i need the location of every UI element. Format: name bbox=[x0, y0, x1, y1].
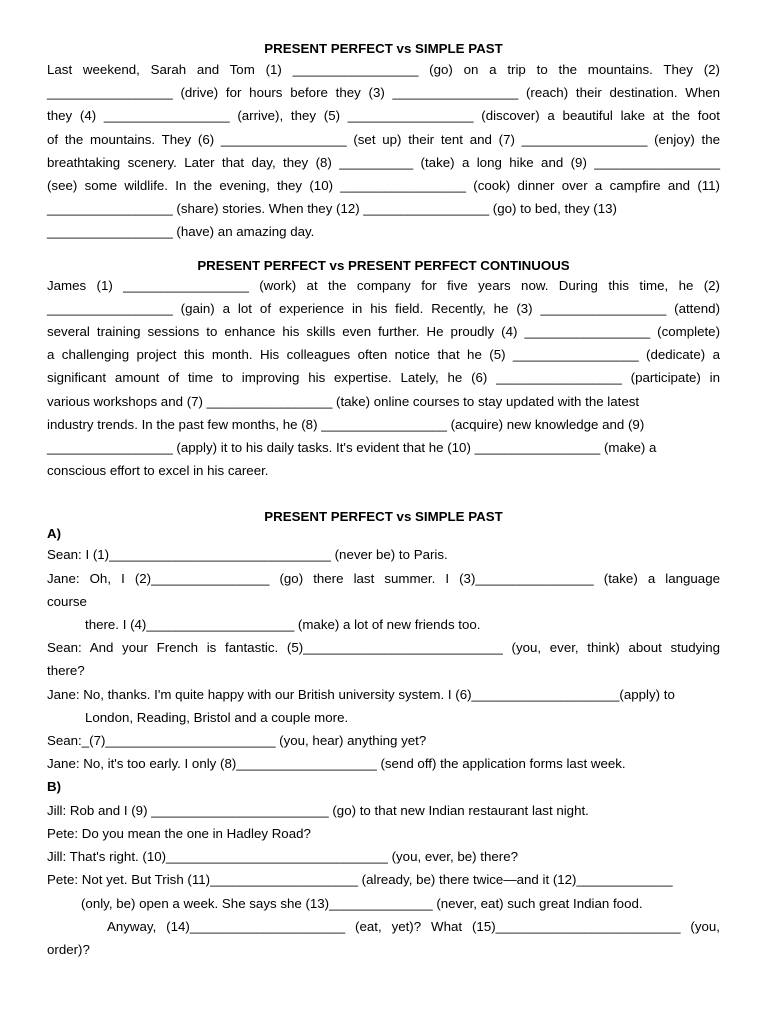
paragraph-line: Last weekend, Sarah and Tom (1) _________________ (go) on a trip to the mountains. They (2) bbox=[47, 62, 720, 77]
part-a-label: A) bbox=[47, 526, 62, 542]
dialogue-line: Sean: And your French is fantastic. (5)___________________________ (you, ever, think) about studying bbox=[47, 640, 720, 656]
paragraph-line: (see) some wildlife. In the evening, they (10) _________________ (cook) dinner over a campfire and (11) bbox=[47, 178, 720, 194]
section-2-paragraph bbox=[47, 274, 720, 483]
dialogue-line: there? bbox=[47, 663, 85, 679]
dialogue-line: Jane: Oh, I (2)________________ (go) there last summer. I (3)________________ (take) a language bbox=[47, 570, 720, 586]
dialogue-b bbox=[47, 799, 720, 961]
paragraph-line: industry trends. In the past few months, he (8) _________________ (acquire) new knowledge and (9) bbox=[47, 416, 645, 432]
worksheet-page bbox=[47, 40, 720, 961]
paragraph-line: breathtaking scenery. Later that day, they (8) __________ (take) a long hike and (9) _________________ bbox=[47, 154, 720, 170]
dialogue-line: Jane: No, it's too early. I only (8)___________________ (send off) the application forms last week. bbox=[47, 756, 626, 772]
section-2-title: PRESENT PERFECT vs PRESENT PERFECT CONTINUOUS bbox=[197, 257, 570, 273]
section-1 bbox=[47, 40, 720, 244]
section-1-paragraph bbox=[47, 58, 720, 244]
paragraph-line: _________________ (have) an amazing day. bbox=[47, 224, 315, 240]
section-3-title: PRESENT PERFECT vs SIMPLE PAST bbox=[264, 509, 503, 525]
dialogue-line: order)? bbox=[47, 941, 90, 957]
dialogue-line: London, Reading, Bristol and a couple more. bbox=[85, 709, 349, 725]
paragraph-line: a challenging project this month. His colleagues often notice that he (5) _________________ (dedicate) a bbox=[47, 347, 720, 363]
section-3 bbox=[47, 508, 720, 961]
paragraph-line: _________________ (gain) a lot of experience in his field. Recently, he (3) _________________ (attend) bbox=[47, 300, 720, 316]
paragraph-line: _________________ (apply) it to his daily tasks. It's evident that he (10) _________________ (make) a bbox=[47, 440, 657, 456]
dialogue-a bbox=[47, 543, 720, 775]
section-2 bbox=[47, 257, 720, 483]
paragraph-line: various workshops and (7) _________________ (take) online courses to stay updated with the latest bbox=[47, 393, 640, 409]
paragraph-line: they (4) _________________ (arrive), they (5) _________________ (discover) a beautiful lake at the foot bbox=[47, 108, 720, 124]
dialogue-line: Jill: That's right. (10)______________________________ (you, ever, be) there? bbox=[47, 849, 518, 865]
dialogue-line: Jill: Rob and I (9) ________________________ (go) to that new Indian restaurant last night. bbox=[47, 802, 589, 818]
dialogue-line: Anyway, (14)_____________________ (eat, yet)? What (15)_________________________ (you, bbox=[107, 918, 720, 934]
dialogue-line: Jane: No, thanks. I'm quite happy with our British university system. I (6)____________________(apply) to bbox=[47, 686, 675, 702]
dialogue-line: (only, be) open a week. She says she (13)______________ (never, eat) such great Indian food. bbox=[81, 895, 643, 911]
dialogue-line: course bbox=[47, 593, 87, 609]
dialogue-line: Sean:_(7)_______________________ (you, hear) anything yet? bbox=[47, 733, 427, 749]
paragraph-line: _________________ (share) stories. When they (12) _________________ (go) to bed, they (13) bbox=[47, 201, 617, 217]
paragraph-line: James (1) _________________ (work) at the company for five years now. During this time, he (2) bbox=[47, 277, 720, 293]
paragraph-line: significant amount of time to improving his expertise. Lately, he (6) _________________ (participate) in bbox=[47, 370, 720, 386]
section-1-title: PRESENT PERFECT vs SIMPLE PAST bbox=[264, 41, 503, 56]
paragraph-line: _________________ (drive) for hours before they (3) _________________ (reach) their destination. When bbox=[47, 85, 720, 101]
part-b-label: B) bbox=[47, 779, 62, 795]
paragraph-line: of the mountains. They (6) _________________ (set up) their tent and (7) _________________ (enjoy) the bbox=[47, 131, 720, 147]
dialogue-line: Sean: I (1)______________________________ (never be) to Paris. bbox=[47, 547, 448, 563]
dialogue-line: Pete: Not yet. But Trish (11)____________________ (already, be) there twice—and it (12)_____________ bbox=[47, 872, 673, 888]
dialogue-line: Pete: Do you mean the one in Hadley Road? bbox=[47, 825, 311, 841]
paragraph-line: conscious effort to excel in his career. bbox=[47, 463, 269, 479]
paragraph-line: several training sessions to enhance his skills even further. He proudly (4) _________________ (complete) bbox=[47, 324, 720, 340]
dialogue-line: there. I (4)____________________ (make) a lot of new friends too. bbox=[85, 617, 481, 633]
